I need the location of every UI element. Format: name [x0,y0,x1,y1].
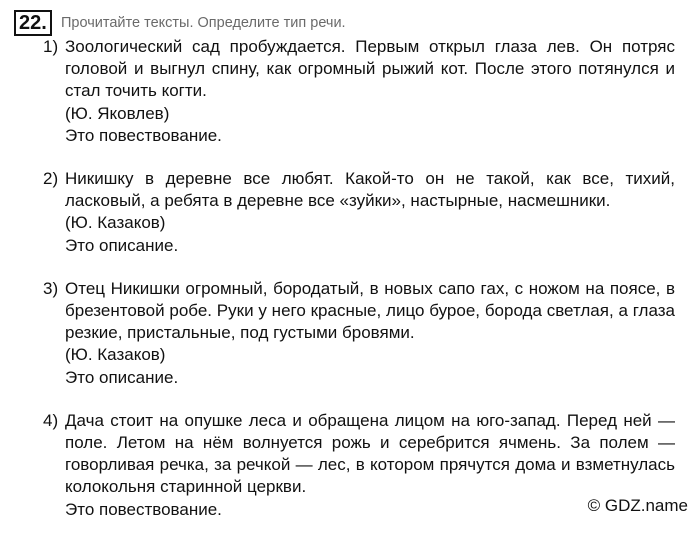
item-answer: Это описание. [65,235,179,255]
item-author: (Ю. Яковлев) [65,103,170,123]
item-answer: Это повествование. [65,125,222,145]
item-author: (Ю. Казаков) [65,345,166,365]
text-item [0,168,700,257]
item-body [65,36,675,147]
item-body [65,278,675,389]
item-number: 2) [43,169,59,189]
item-answer: Это описание. [65,367,179,387]
item-author: (Ю. Казаков) [65,213,166,233]
item-body [65,168,675,257]
exercise-instruction: Прочитайте тексты. Определите тип речи. [61,15,346,31]
watermark: © GDZ.name [587,496,688,515]
item-text: Дача стоит на опушке леса и обращена лицом на юго-запад. Перед ней — поле. Летом на нём волнуется рожь и серебрится ячмень. За полем — говорливая речка, за речкой — лес, в котором прячутся дома и взметнулась колокольня старинной церкви. [65,410,675,497]
item-number: 3) [43,278,59,298]
item-number: 1) [43,37,59,56]
exercise-number: 22. [14,10,52,36]
item-text: Никишку в деревне все любят. Какой-то он не такой, как все, тихий, ласковый, а ребята в деревне все «зуйки», настырные, насмешники. [65,169,675,211]
item-number: 4) [43,410,59,430]
item-text: Зоологический сад пробуждается. Первым открыл глаза лев. Он потряс головой и выгнул спину, как огромный рыжий кот. После этого потянулся и стал точить когти. [65,37,675,101]
item-answer: Это повествование. [65,499,222,519]
item-body [65,410,675,521]
item-text: Отец Никишки огромный, бородатый, в новых сапо гах, с ножом на поясе, в брезентовой робе. Руки у него красные, лицо бурое, борода светлая, а глаза резкие, пристальные, под густыми бровями. [65,278,675,343]
text-item [0,36,700,147]
text-list [0,36,700,542]
text-item [0,278,700,389]
